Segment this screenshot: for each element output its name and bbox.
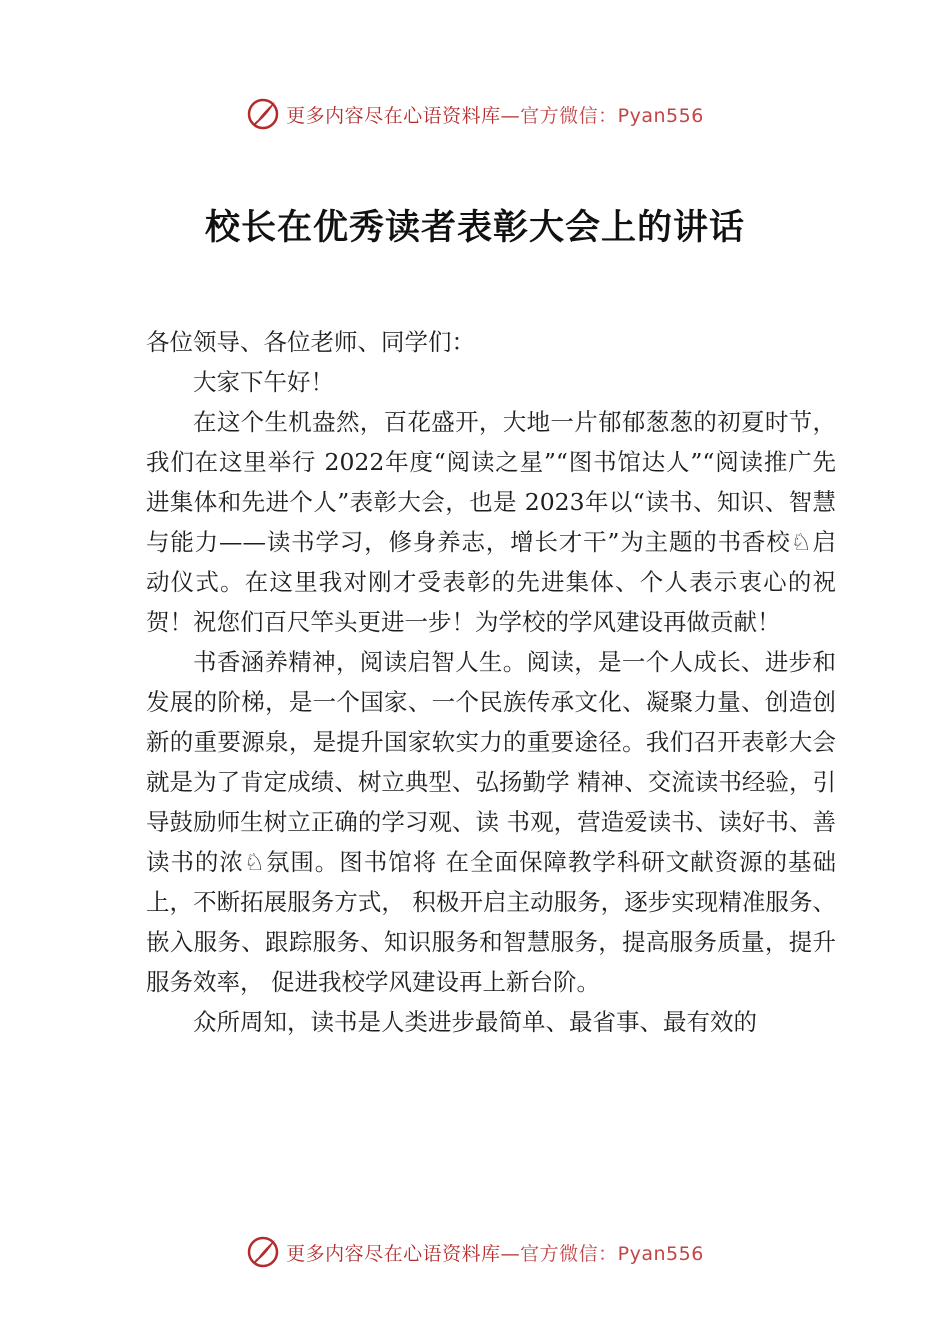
header-watermark — [0, 94, 950, 134]
salutation: 各位领导、各位老师、同学们： — [146, 328, 475, 356]
footer-watermark — [0, 1232, 950, 1272]
quill-logo-icon — [246, 1235, 280, 1269]
paragraph-continuation: 众所周知，读书是人类进步最简单、最省事、最有效的 — [193, 1008, 757, 1036]
paragraph-greeting: 大家下午好！ — [193, 368, 334, 396]
paragraph-opening: 在这个生机盎然，百花盛开，大地一片郁郁葱葱的初夏时节，我们在这里举行 2022年度“阅读之星”“图书馆达人”“阅读推广先进集体和先进个人”表彰大会，也是 2023年以“读书、知识、智慧与能力——读书学习，修身养志，增长才干”为主题的书香校♘启动仪式。在这里我对刚才受表彰的先进集体、个人表示衷心的祝贺！祝您们百尺竿头更进一步！为学校的学风建设再做贡献！ — [146, 408, 836, 636]
document-title: 校长在优秀读者表彰大会上的讲话 — [204, 207, 745, 248]
quill-logo-icon — [246, 97, 280, 131]
watermark-contact: 官方微信：Pyan556 — [520, 104, 704, 127]
watermark-contact: 官方微信：Pyan556 — [520, 1242, 704, 1265]
document-body — [146, 322, 836, 1042]
watermark-text: 更多内容尽在心语资料库— — [286, 1242, 521, 1265]
watermark-text: 更多内容尽在心语资料库— — [286, 104, 521, 127]
paragraph-reading-value: 书香涵养精神，阅读启智人生。阅读，是一个人成长、进步和发展的阶梯，是一个国家、一个民族传承文化、凝聚力量、创造创新的重要源泉，是提升国家软实力的重要途径。我们召开表彰大会就是为了肯定成绩、树立典型、弘扬勤学 精神、交流读书经验，引导鼓励师生树立正确的学习观、读 书观，营造爱读书、读好书、善读书的浓♘氛围。图书馆将 在全面保障教学科研文献资源的基础上，不断拓展服务方式， 积极开启主动服务，逐步实现精准服务、嵌入服务、跟踪服务、知识服务和智慧服务，提高服务质量，提升服务效率， 促进我校学风建设再上新台阶。 — [146, 648, 836, 996]
